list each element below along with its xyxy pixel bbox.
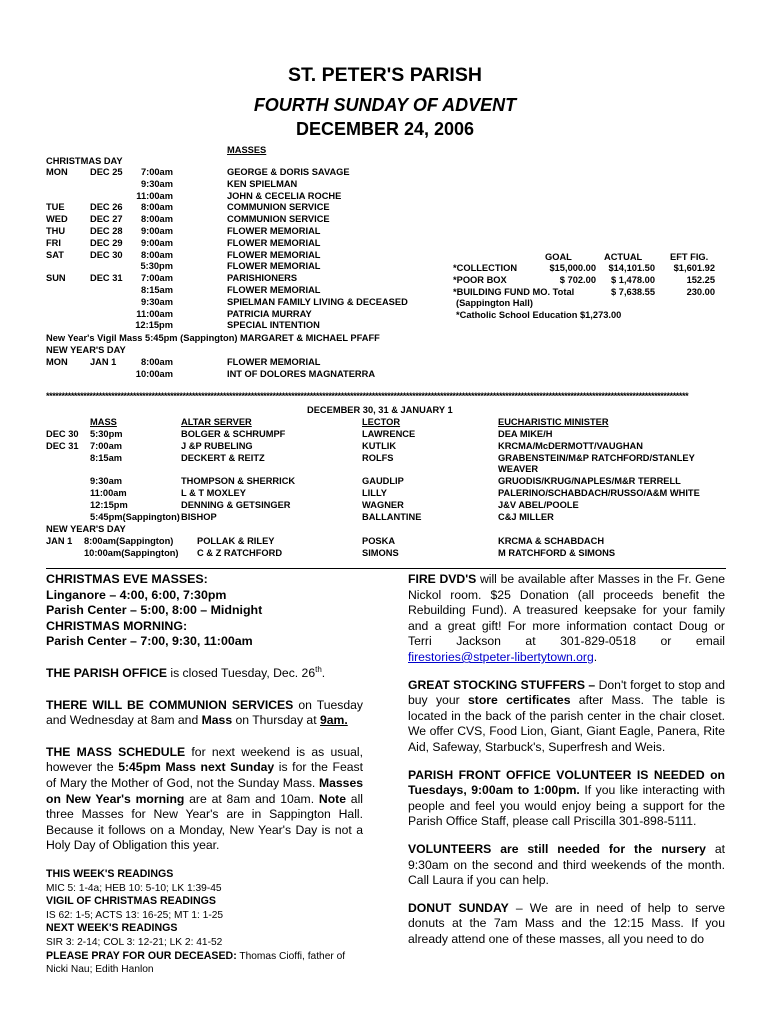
finance-header-actual: ACTUAL: [604, 252, 643, 262]
min-ny-date-column: [46, 536, 72, 560]
altar-server: DENNING & GETSINGER: [181, 499, 291, 510]
eucharistic-minister: M RATCHFORD & SIMONS: [498, 547, 616, 558]
readings-citation: SIR 3: 2-14; COL 3: 12-21; LK 2: 41-52: [46, 936, 223, 948]
donut-sunday-notice: DONUT SUNDAY – We are in need of help to serve donuts at the 7am Mass and the 12:15 Mass. If you already attend one of these masses, all you need to do: [408, 900, 726, 946]
office-volunteer-notice: PARISH FRONT OFFICE VOLUNTEER IS NEEDED on Tuesdays, 9:00am to 1:00pm. If you like interacting with people and feel you would enjoy being a support for the Parish Office Staff, please call Priscilla 301-898-5111.: [408, 767, 726, 829]
ministers-header-lector: LECTOR: [362, 417, 401, 427]
mass-day: WED: [46, 214, 68, 225]
lector: KUTLIK: [362, 440, 397, 451]
mass-time: 11:00am: [136, 190, 173, 201]
mass-date: JAN 1: [90, 357, 117, 367]
minister-mass-time: 10:00am(Sappington): [84, 547, 179, 558]
mass-day: [46, 261, 68, 273]
mass-intention: COMMUNION SERVICE: [227, 202, 330, 213]
finance-label: *POOR BOX: [453, 274, 507, 285]
ministers-title: DECEMBER 30, 31 & JANUARY 1: [307, 405, 453, 415]
finance-goals: [542, 263, 596, 298]
eucharistic-minister: DEA MIKE/H: [498, 429, 553, 439]
finance-goal: $15,000.00: [549, 263, 596, 273]
minister-mass-time: 12:15pm: [90, 499, 128, 510]
mass-date: DEC 25: [90, 167, 123, 177]
mass-day: SAT: [46, 249, 64, 260]
mass-day: THU: [46, 225, 66, 236]
mass-intention-column: [227, 167, 408, 332]
minister-date: [46, 488, 79, 500]
mass-intention: INT OF DOLORES MAGNATERRA: [227, 368, 376, 379]
minister-mass-time: [90, 464, 180, 476]
finance-header-eft: EFT FIG.: [670, 252, 709, 262]
finance-actuals: [601, 263, 655, 298]
mass-day: [46, 179, 68, 191]
new-years-day-label: NEW YEAR'S DAY: [46, 345, 126, 355]
mass-intention: FLOWER MEMORIAL: [227, 225, 321, 236]
mass-date: DEC 27: [90, 214, 123, 225]
minister-date: [46, 476, 79, 488]
finance-eft: 152.25: [686, 274, 715, 285]
mass-day: [46, 309, 68, 321]
mass-time: 10:00am: [135, 368, 173, 379]
mass-intention: GEORGE & DORIS SAVAGE: [227, 167, 350, 177]
altar-server: BISHOP: [181, 511, 217, 522]
occasion-title: FOURTH SUNDAY OF ADVENT: [253, 95, 517, 115]
mass-time: 9:30am: [140, 178, 173, 189]
min-altar-column: [181, 429, 295, 523]
christmas-day-label: CHRISTMAS DAY: [46, 156, 123, 166]
mass-intention: SPECIAL INTENTION: [227, 320, 320, 331]
altar-server: BOLGER & SCHRUMPF: [181, 429, 286, 439]
finance-eft: [668, 263, 715, 298]
asterisk-separator: ***************************************************************************************************************************************************************************************************************: [46, 391, 689, 401]
ny-mass-time-column: [128, 357, 173, 381]
readings-citation: IS 62: 1-5; ACTS 13: 16-25; MT 1: 1-25: [46, 909, 224, 921]
ny-mass-date-column: [90, 357, 116, 381]
minister-mass-time: 8:00am(Sappington): [84, 536, 174, 546]
mass-day: MON: [46, 167, 68, 177]
readings-list: [46, 868, 363, 950]
finance-goal: $ 702.00: [559, 274, 596, 285]
altar-server: [181, 464, 295, 476]
finance-actual: $ 1,478.00: [611, 274, 655, 285]
altar-server: J &P RUBELING: [181, 440, 253, 451]
nursery-notice: VOLUNTEERS are still needed for the nursery at 9:30am on the second and third weekends of the month. Call Laura if you can help.: [408, 841, 725, 888]
mass-time: 8:00am: [140, 249, 173, 260]
minister-mass-time: 8:15am: [90, 452, 123, 463]
mass-date: DEC 29: [90, 237, 123, 248]
vigil-mass-line: New Year's Vigil Mass 5:45pm (Sappington) MARGARET & MICHAEL PFAFF: [46, 333, 380, 343]
readings-citation: MIC 5: 1-4a; HEB 10: 5-10; LK 1:39-45: [46, 882, 222, 894]
mass-day: FRI: [46, 237, 61, 248]
mass-date: [90, 261, 123, 273]
mass-date: [90, 191, 123, 203]
mass-day: [46, 297, 68, 309]
altar-server: C & Z RATCHFORD: [197, 547, 283, 558]
mass-date: DEC 31: [90, 273, 123, 284]
mass-time: 12:15pm: [135, 320, 173, 331]
mass-time: 5:30pm: [140, 261, 173, 272]
finance-actual: $14,101.50: [608, 263, 655, 273]
minister-mass-time: 7:00am: [90, 440, 123, 451]
lector: LILLY: [362, 487, 387, 498]
eucharistic-minister: GRUODIS/KRUG/NAPLES/M&R TERRELL: [498, 476, 681, 487]
mass-intention: FLOWER MEMORIAL: [227, 357, 321, 367]
mass-day: MON: [46, 357, 68, 367]
ministers-header-mass: MASS: [90, 417, 117, 427]
lector: GAUDLIP: [362, 476, 404, 487]
altar-server: THOMPSON & SHERRICK: [181, 476, 296, 487]
mass-time: 11:00am: [136, 308, 173, 319]
mass-time: 7:00am: [140, 167, 173, 177]
ny-mass-day-column: [46, 357, 68, 381]
readings-heading: VIGIL OF CHRISTMAS READINGS: [46, 895, 216, 908]
eucharistic-minister: PALERINO/SCHABDACH/RUSSO/A&M WHITE: [498, 487, 700, 498]
finance-header-goal: GOAL: [545, 252, 572, 262]
min-ny-lector-column: [362, 536, 399, 560]
minister-date: DEC 30: [46, 429, 79, 439]
minister-date: [46, 500, 79, 512]
mass-time: 7:00am: [140, 273, 173, 284]
lector: ROLFS: [362, 452, 394, 463]
mass-time: 8:00am: [140, 357, 173, 367]
mass-day: [46, 285, 68, 297]
mass-time: 9:00am: [140, 237, 173, 248]
mass-date: [90, 179, 123, 191]
stocking-stuffers-notice: GREAT STOCKING STUFFERS – Don't forget to stop and buy your store certificates after Mass. The table is located in the back of the parish center in the chair closet. We offer CVS, Food Lion, Giant, Giant Eagle, Panera, Rite Aid, Safeway, Starbuck's, Superfresh and Weis.: [408, 677, 725, 754]
mass-date: [90, 320, 123, 332]
minister-date: JAN 1: [46, 536, 73, 546]
mass-date: [90, 297, 123, 309]
mass-intention: FLOWER MEMORIAL: [227, 249, 321, 260]
eucharistic-minister: C&J MILLER: [498, 511, 554, 522]
pray-deceased: PLEASE PRAY FOR OUR DECEASED: Thomas Cioffi, father of Nicki Nau; Edith Hanlon: [46, 949, 346, 976]
minister-mass-time: 9:30am: [90, 476, 123, 487]
mass-date: [90, 309, 123, 321]
min-ny-altar-column: [197, 536, 282, 560]
lector: POSKA: [362, 536, 396, 546]
mass-time: 9:00am: [140, 225, 173, 236]
eucharistic-minister: KRCMA/McDERMOTT/VAUGHAN: [498, 440, 643, 451]
lector: SIMONS: [362, 547, 399, 558]
mass-time: 8:00am: [140, 202, 173, 213]
ministers-header-em: EUCHARISTIC MINISTER: [498, 417, 609, 427]
lector: WAGNER: [362, 499, 404, 510]
finance-eft: 230.00: [686, 286, 715, 297]
finance-eft: $1,601.92: [673, 263, 715, 273]
mass-intention: JOHN & CECELIA ROCHE: [227, 190, 342, 201]
minister-mass-time: 5:45pm(Sappington): [90, 511, 180, 522]
email-link[interactable]: firestories@stpeter-libertytown.org: [408, 649, 594, 664]
minister-mass-time: 11:00am: [90, 487, 127, 498]
readings-heading: NEXT WEEK'S READINGS: [46, 922, 178, 935]
min-em-column: [498, 429, 700, 523]
mass-date: [90, 369, 116, 381]
mass-intention: PATRICIA MURRAY: [227, 308, 312, 319]
finance-actual: $ 7,638.55: [611, 286, 655, 297]
altar-server: DECKERT & REITZ: [181, 452, 265, 463]
eucharistic-minister: KRCMA & SCHABDACH: [498, 536, 605, 546]
readings-heading: THIS WEEK'S READINGS: [46, 867, 174, 880]
mass-date-column: [90, 167, 123, 332]
min-date-column: [46, 429, 79, 523]
min-new-years-label: NEW YEAR'S DAY: [46, 524, 126, 534]
mass-day: SUN: [46, 273, 66, 284]
mass-intention: FLOWER MEMORIAL: [227, 237, 321, 248]
minister-date: [46, 548, 72, 560]
lector: [362, 464, 421, 476]
eucharistic-minister: J&V ABEL/POOLE: [498, 499, 579, 510]
mass-day: [46, 191, 68, 203]
section-divider: [46, 568, 726, 569]
parish-office-notice: THE PARISH OFFICE is closed Tuesday, Dec. 26th.: [46, 664, 326, 681]
mass-intention: PARISHIONERS: [227, 273, 298, 284]
fire-dvd-notice: FIRE DVD'S will be available after Masses in the Fr. Gene Nickol room. $25 Donation (all proceeds benefit the Rebuilding Fund). A treasured keepsake for your family and a great gift! For more information contact Doug or Terri Jackson at 301-829-0518 or email firestories@stpeter-libertytown.org.: [408, 572, 726, 664]
mass-day: [46, 320, 68, 332]
masses-heading: MASSES: [227, 145, 267, 155]
eucharistic-minister: GRABENSTEIN/M&P RATCHFORD/STANLEY: [498, 452, 695, 463]
christmas-eve-masses: CHRISTMAS EVE MASSES: Linganore – 4:00, 6:00, 7:30pm Parish Center – 5:00, 8:00 – Midnight CHRISTMAS MORNING: Parish Center – 7:00, 9:30, 11:00am: [46, 572, 263, 649]
mass-date: DEC 28: [90, 225, 123, 236]
ny-mass-intention-column: [227, 357, 375, 381]
mass-date: DEC 30: [90, 249, 123, 260]
mass-time-column: [128, 167, 173, 332]
right-column: [408, 572, 725, 959]
mass-date: [90, 285, 123, 297]
mass-day: TUE: [46, 202, 65, 213]
sappington-hall-note: (Sappington Hall): [456, 298, 533, 308]
lector: LAWRENCE: [362, 429, 416, 439]
mass-intention: KEN SPIELMAN: [227, 178, 298, 189]
parish-title: ST. PETER'S PARISH: [288, 64, 482, 86]
minister-date: [46, 453, 79, 465]
mass-date: DEC 26: [90, 202, 123, 213]
min-ny-em-column: [498, 536, 615, 560]
finance-label: *COLLECTION: [453, 263, 518, 273]
mass-time: 8:15am: [140, 284, 173, 295]
ministers-header-altar: ALTAR SERVER: [181, 417, 252, 427]
min-ny-time-column: [84, 536, 179, 560]
communion-notice: THERE WILL BE COMMUNION SERVICES on Tuesday and Wednesday at 8am and Mass on Thursday at 9am.: [46, 697, 363, 728]
mass-intention: FLOWER MEMORIAL: [227, 261, 321, 272]
altar-server: POLLAK & RILEY: [197, 536, 275, 546]
finance-label: *BUILDING FUND MO. Total: [453, 286, 575, 297]
mass-schedule-notice: THE MASS SCHEDULE for next weekend is as usual, however the 5:45pm Mass next Sunday is for the Feast of Mary the Mother of God, not the Sunday Mass. Masses on New Year's morning are at 8am and 10am. Note all three Masses for New Year's are in Sappington Hall. Because it follows on a Monday, New Year's Day is not a Holy Day of Obligation this year.: [46, 744, 364, 853]
mass-day-column: [46, 167, 68, 332]
left-column: [46, 572, 363, 977]
mass-day: [46, 369, 68, 381]
min-time-column: [90, 429, 180, 523]
min-lector-column: [362, 429, 421, 523]
mass-time: 8:00am: [140, 214, 173, 225]
lector: BALLANTINE: [362, 511, 422, 522]
minister-date: DEC 31: [46, 440, 79, 451]
minister-mass-time: 5:30pm: [90, 429, 123, 439]
mass-intention: COMMUNION SERVICE: [227, 214, 330, 225]
finance-goal: [542, 287, 596, 299]
minister-date: [46, 464, 79, 476]
mass-intention: SPIELMAN FAMILY LIVING & DECEASED: [227, 296, 408, 307]
bulletin-date: DECEMBER 24, 2006: [295, 119, 475, 139]
catholic-school-line: *Catholic School Education $1,273.00: [456, 310, 622, 320]
altar-server: L & T MOXLEY: [181, 487, 246, 498]
mass-time: 9:30am: [140, 296, 173, 307]
minister-date: [46, 512, 79, 524]
mass-intention: FLOWER MEMORIAL: [227, 284, 321, 295]
eucharistic-minister: WEAVER: [498, 464, 539, 475]
